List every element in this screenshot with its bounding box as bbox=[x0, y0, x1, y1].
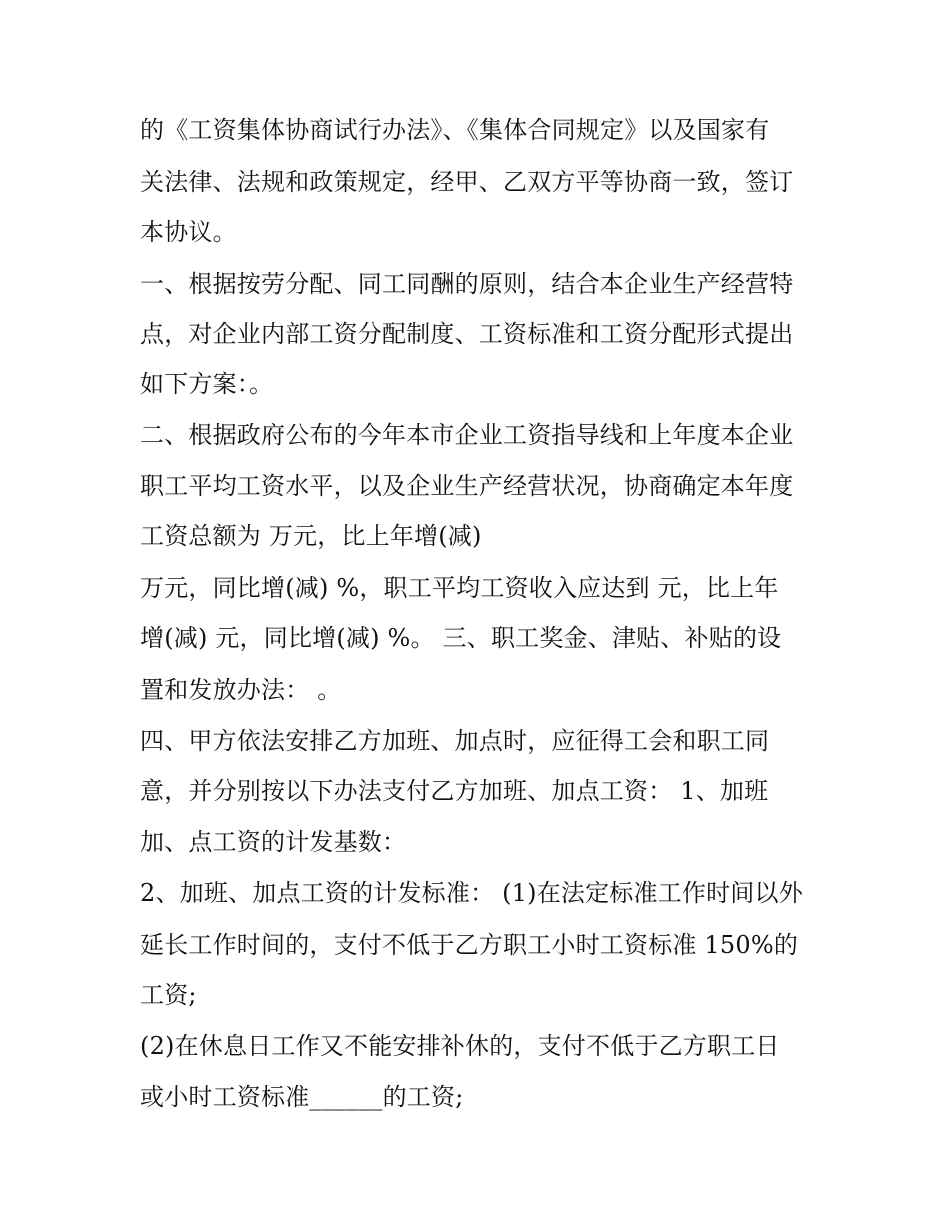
text-line: 工资总额为 万元，比上年增(减) bbox=[140, 522, 482, 550]
text-line: 2、加班、加点工资的计发标准： (1)在法定标准工作时间以外 bbox=[140, 879, 803, 907]
text-line: 职工平均工资水平，以及企业生产经营状况，协商确定本年度 bbox=[140, 472, 794, 500]
text-line: 二、根据政府公布的今年本市企业工资指导线和上年度本企业 bbox=[140, 421, 794, 449]
text-line: 增(减) 元，同比增(减) %。 三、职工奖金、津贴、补贴的设 bbox=[140, 624, 782, 652]
text-line: 置和发放办法： 。 bbox=[140, 676, 342, 704]
text-line: (2)在休息日工作又不能安排补休的，支付不低于乙方职工日 bbox=[140, 1032, 780, 1060]
text-line: 如下方案：。 bbox=[140, 370, 274, 398]
text-line: 加、点工资的计发基数： bbox=[140, 828, 407, 856]
text-line: 本协议。 bbox=[140, 218, 237, 246]
text-line: 或小时工资标准______的工资; bbox=[140, 1083, 464, 1111]
text-line: 意，并分别按以下办法支付乙方加班、加点工资： 1、加班 bbox=[140, 777, 769, 805]
text-line: 关法律、法规和政策规定，经甲、乙双方平等协商一致，签订 bbox=[140, 168, 794, 196]
text-line: 的《工资集体协商试行办法》、《集体合同规定》以及国家有 bbox=[140, 116, 770, 144]
text-line: 点，对企业内部工资分配制度、工资标准和工资分配形式提出 bbox=[140, 320, 794, 348]
text-line: 万元，同比增(减) %，职工平均工资收入应达到 元，比上年 bbox=[140, 574, 779, 602]
text-line: 一、根据按劳分配、同工同酬的原则，结合本企业生产经营特 bbox=[140, 270, 794, 298]
text-line: 四、甲方依法安排乙方加班、加点时，应征得工会和职工同 bbox=[140, 727, 770, 755]
text-line: 工资; bbox=[140, 981, 197, 1009]
text-line: 延长工作时间的，支付不低于乙方职工小时工资标准 150%的 bbox=[140, 931, 799, 959]
